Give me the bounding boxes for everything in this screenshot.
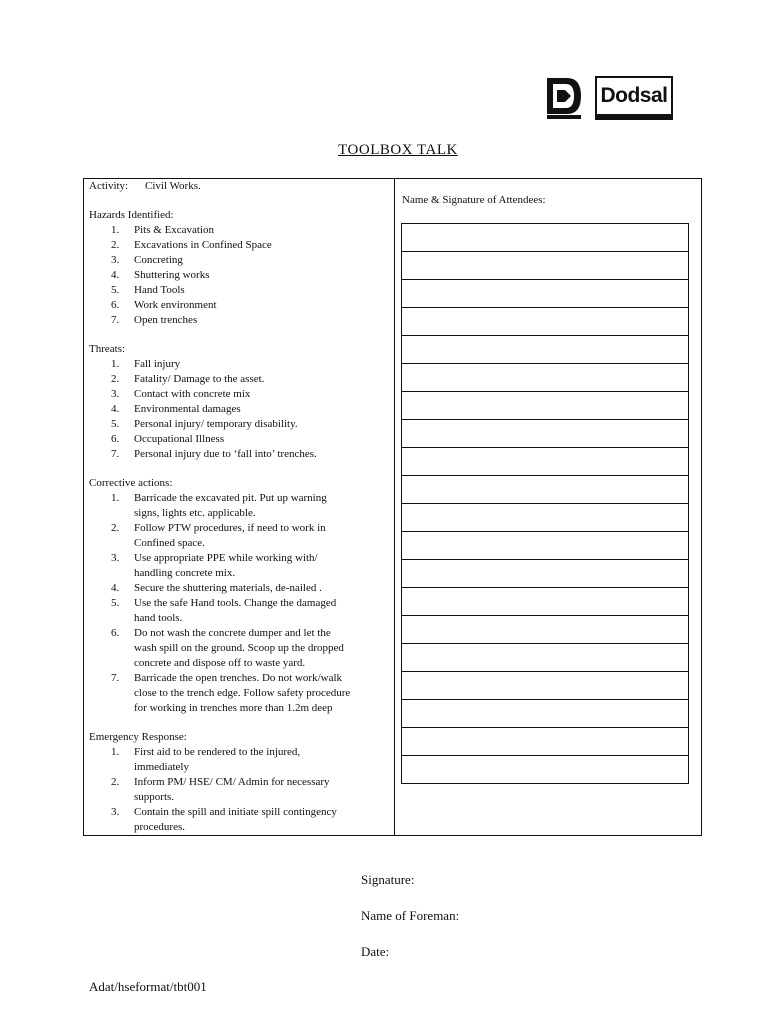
list-item-text: Hand Tools [134, 284, 185, 296]
attendee-row[interactable] [401, 223, 689, 251]
attendee-row[interactable] [401, 363, 689, 391]
list-item-text: Follow PTW procedures, if need to work in [134, 522, 326, 534]
list-item [89, 268, 389, 283]
list-item-number: 2. [111, 776, 120, 788]
left-panel [89, 179, 389, 835]
list-item-number: 7. [111, 314, 120, 326]
attendee-row[interactable] [401, 615, 689, 643]
list-item-number: 5. [111, 418, 120, 430]
list-item-number: 2. [111, 522, 120, 534]
list-item-text: Use the safe Hand tools. Change the damaged [134, 597, 337, 609]
list-item-text: close to the trench edge. Follow safety procedure [134, 687, 351, 699]
list-item-number: 2. [111, 239, 120, 251]
list-item [89, 551, 389, 581]
attendee-row[interactable] [401, 671, 689, 699]
attendee-row[interactable] [401, 279, 689, 307]
list-item-text: Fatality/ Damage to the asset. [134, 373, 265, 385]
section-list [89, 223, 389, 328]
list-item-text: Contact with concrete mix [134, 388, 251, 400]
list-item [89, 313, 389, 328]
list-item-text: Personal injury due to ‘fall into’ trenches. [134, 448, 317, 460]
activity-label: Activity: [89, 180, 129, 192]
logo-wordmark: Dodsal [595, 76, 673, 116]
list-item-text: Environmental damages [134, 403, 241, 415]
attendees-label: Name & Signature of Attendees: [402, 194, 546, 206]
activity-line [89, 179, 389, 194]
attendee-row[interactable] [401, 531, 689, 559]
list-item-number: 7. [111, 448, 120, 460]
list-item-number: 6. [111, 627, 120, 639]
attendee-row[interactable] [401, 419, 689, 447]
list-item [89, 298, 389, 313]
foreman-label: Name of Foreman: [361, 908, 460, 923]
list-item-text: supports. [134, 791, 175, 803]
list-item [89, 596, 389, 626]
list-item-text: wash spill on the ground. Scoop up the dropped [134, 642, 344, 654]
list-item-text: Inform PM/ HSE/ CM/ Admin for necessary [134, 776, 330, 788]
list-item [89, 447, 389, 462]
list-item [89, 223, 389, 238]
section-heading: Threats: [89, 343, 126, 355]
list-item [89, 432, 389, 447]
attendee-row[interactable] [401, 251, 689, 279]
attendee-row[interactable] [401, 475, 689, 503]
attendee-grid [401, 223, 689, 784]
section-gap [89, 462, 389, 476]
list-item-text: Confined space. [134, 537, 205, 549]
list-item-number: 4. [111, 269, 120, 281]
section-heading: Emergency Response: [89, 731, 187, 743]
list-item-text: Occupational Illness [134, 433, 225, 445]
section-heading: Hazards Identified: [89, 209, 174, 221]
section-list [89, 745, 389, 835]
list-item-number: 3. [111, 254, 120, 266]
list-item-text: Personal injury/ temporary disability. [134, 418, 298, 430]
dodsal-logo [545, 76, 675, 120]
page-title: TOOLBOX TALK [338, 142, 458, 158]
list-item-text: hand tools. [134, 612, 183, 624]
date-label: Date: [361, 944, 390, 959]
list-item-number: 6. [111, 433, 120, 445]
list-item [89, 372, 389, 387]
list-item-number: 4. [111, 582, 120, 594]
section-gap [89, 716, 389, 730]
list-item [89, 387, 389, 402]
list-item-number: 1. [111, 492, 120, 504]
attendee-row[interactable] [401, 559, 689, 587]
list-item-number: 1. [111, 224, 120, 236]
logo-underbar [595, 116, 673, 120]
activity-value: Civil Works. [145, 180, 201, 192]
list-item-text: Do not wash the concrete dumper and let the [134, 627, 331, 639]
list-item [89, 521, 389, 551]
attendee-row[interactable] [401, 391, 689, 419]
list-item-text: Use appropriate PPE while working with/ [134, 552, 318, 564]
list-item [89, 775, 389, 805]
attendee-row[interactable] [401, 643, 689, 671]
attendee-row[interactable] [401, 727, 689, 755]
list-item [89, 581, 389, 596]
column-divider [394, 178, 395, 836]
list-item-text: procedures. [134, 821, 186, 833]
list-item-text: Shuttering works [134, 269, 210, 281]
list-item-text: Secure the shuttering materials, de-nailed . [134, 582, 322, 594]
list-item-text: Concreting [134, 254, 183, 266]
list-item-text: concrete and dispose off to waste yard. [134, 657, 306, 669]
list-item [89, 253, 389, 268]
section-heading: Corrective actions: [89, 477, 173, 489]
form-code: Adat/hseformat/tbt001 [89, 979, 207, 994]
attendee-row[interactable] [401, 699, 689, 727]
list-item-number: 4. [111, 403, 120, 415]
dodsal-logo-mark-icon [545, 76, 585, 120]
list-item [89, 402, 389, 417]
list-item-text: Work environment [134, 299, 217, 311]
list-item-number: 3. [111, 552, 120, 564]
list-item-text: Contain the spill and initiate spill contingency [134, 806, 337, 818]
signature-label: Signature: [361, 872, 415, 887]
list-item [89, 805, 389, 835]
list-item-number: 2. [111, 373, 120, 385]
list-item-text: handling concrete mix. [134, 567, 236, 579]
section-list [89, 357, 389, 462]
attendee-row[interactable] [401, 503, 689, 531]
attendee-row[interactable] [401, 587, 689, 615]
list-item-text: signs, lights etc. applicable. [134, 507, 256, 519]
list-item [89, 238, 389, 253]
attendee-row[interactable] [401, 755, 689, 784]
section-list [89, 491, 389, 716]
list-item-number: 1. [111, 746, 120, 758]
list-item [89, 491, 389, 521]
list-item-text: Fall injury [134, 358, 181, 370]
list-item-number: 3. [111, 388, 120, 400]
list-item [89, 357, 389, 372]
list-item [89, 745, 389, 775]
list-item-number: 5. [111, 284, 120, 296]
section-gap [89, 328, 389, 342]
list-item-text: First aid to be rendered to the injured, [134, 746, 301, 758]
list-item-text: immediately [134, 761, 189, 773]
list-item-text: Open trenches [134, 314, 198, 326]
attendee-row[interactable] [401, 307, 689, 335]
section-gap [89, 194, 389, 208]
list-item-number: 6. [111, 299, 120, 311]
list-item [89, 417, 389, 432]
list-item [89, 283, 389, 298]
attendee-row[interactable] [401, 447, 689, 475]
signature-block [361, 872, 459, 980]
attendee-row[interactable] [401, 335, 689, 363]
list-item [89, 626, 389, 671]
list-item-text: Pits & Excavation [134, 224, 215, 236]
list-item-text: Barricade the open trenches. Do not work/walk [134, 672, 343, 684]
list-item-number: 5. [111, 597, 120, 609]
list-item-text: Excavations in Confined Space [134, 239, 272, 251]
list-item-number: 3. [111, 806, 120, 818]
list-item-text: Barricade the excavated pit. Put up warning [134, 492, 327, 504]
list-item [89, 671, 389, 716]
list-item-number: 1. [111, 358, 120, 370]
list-item-number: 7. [111, 672, 120, 684]
list-item-text: for working in trenches more than 1.2m deep [134, 702, 333, 714]
